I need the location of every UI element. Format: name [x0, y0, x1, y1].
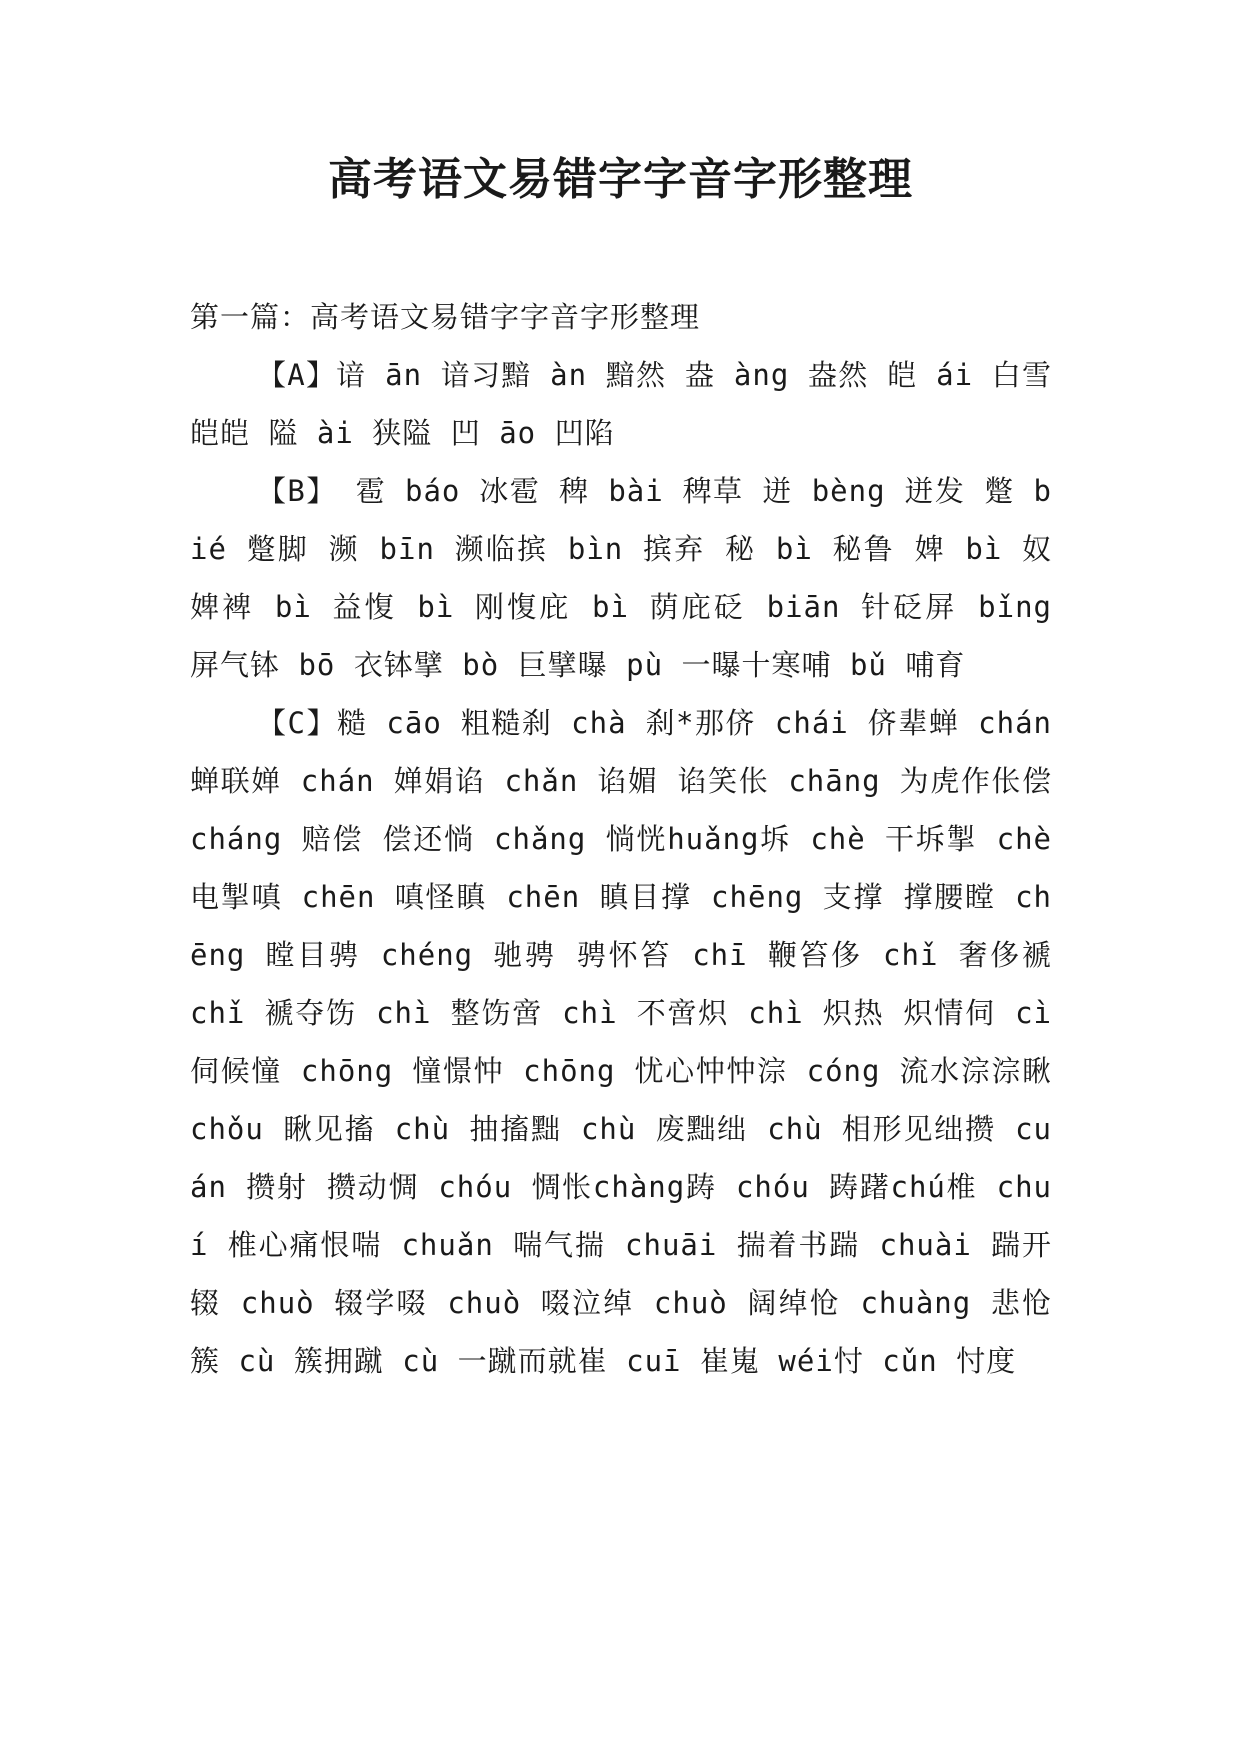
- document-body: [190, 288, 1052, 1390]
- section-subtitle: 第一篇：高考语文易错字字音字形整理: [190, 300, 701, 334]
- paragraph-a: 【A】谙 ān 谙习黯 àn 黯然 盎 àng 盎然 皑 ái 白雪皑皑 隘 ài 狭隘 凹 āo 凹陷: [190, 358, 1052, 450]
- document-title: 高考语文易错字字音字形整理: [328, 154, 913, 205]
- paragraph-b: 【B】 雹 báo 冰雹 稗 bài 稗草 迸 bèng 迸发 蹩 bié 蹩脚 濒 bīn 濒临摈 bìn 摈弃 秘 bì 秘鲁 婢 bì 奴婢裨 bì 益愎 bì 刚愎庇 bì 荫庇砭 biān 针砭屏 bǐng 屏气钵 bō 衣钵擘 bò 巨擘曝 pù 一曝十寒哺 bǔ 哺育: [190, 474, 1052, 682]
- paragraph-c: 【C】糙 cāo 粗糙刹 chà 刹*那侪 chái 侪辈蝉 chán 蝉联婵 chán 婵娟谄 chǎn 谄媚 谄笑伥 chāng 为虎作伥偿 cháng 赔偿 偿还惝 chǎng 惝恍huǎng坼 chè 干坼掣 chè 电掣嗔 chēn 嗔怪瞋 chēn 瞋目撑 chēng 支撑 撑腰瞠 chēng 瞠目骋 chéng 驰骋 骋怀笞 chī 鞭笞侈 chǐ 奢侈褫 chǐ 褫夺饬 chì 整饬啻 chì 不啻炽 chì 炽热 炽情伺 cì 伺候憧 chōng 憧憬忡 chōng 忧心忡忡淙 cóng 流水淙淙瞅 chǒu 瞅见搐 chù 抽搐黜 chù 废黜绌 chù 相形见绌攒 cuán 攒射 攒动惆 chóu 惆怅chàng踌 chóu 踌躇chú椎 chuí 椎心痛恨喘 chuǎn 喘气揣 chuāi 揣着书踹 chuài 踹开辍 chuò 辍学啜 chuò 啜泣绰 chuò 阔绰怆 chuàng 悲怆簇 cù 簇拥蹴 cù 一蹴而就崔 cuī 崔嵬 wéi忖 cǔn 忖度: [190, 706, 1052, 1378]
